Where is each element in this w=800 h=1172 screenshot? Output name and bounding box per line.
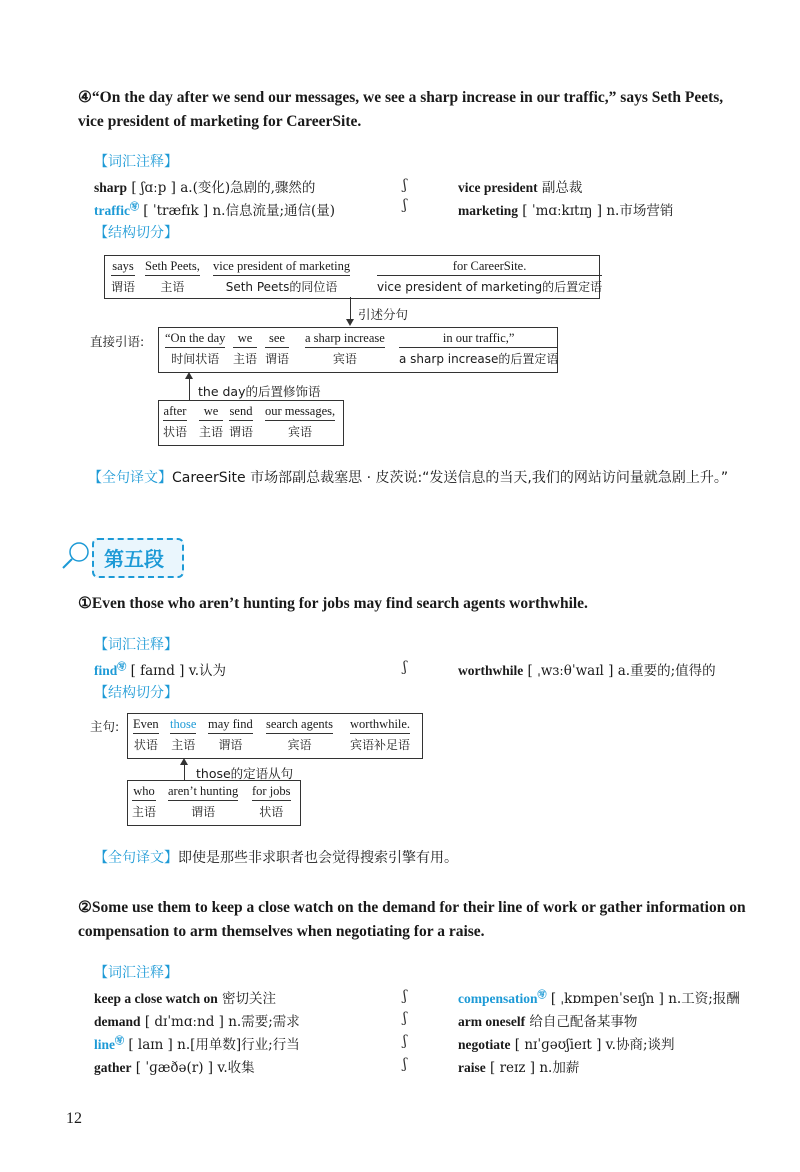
vocab-item: raise [ reɪz ] n.加薪 (458, 1060, 580, 1076)
structure-box-clause (127, 780, 301, 826)
structure-tag: 【结构切分】 (94, 685, 178, 701)
structure-cell: Even 状语 (133, 717, 159, 752)
sentence-text: “On the day after we send our messages, we see a sharp increase in our traffic,” says Seth Peets, vice president of marketing for CareerSite. (78, 89, 724, 130)
vocab-item: arm oneself 给自己配备某事物 (458, 1014, 638, 1030)
arrow-label: 引述分句 (358, 307, 409, 322)
structure-tag: 【结构切分】 (94, 225, 178, 241)
section-title: 第五段 (104, 547, 164, 571)
translation: 【全句译文】CareerSite 市场部副总裁塞思 · 皮茨说:“发送信息的当天,我们的网站访问量就急剧上升。” (88, 470, 729, 486)
structure-cell: after 状语 (163, 404, 188, 439)
divider-icon: ʃ (403, 1056, 407, 1072)
magnifier-icon (60, 540, 92, 570)
divider-icon: ʃ (403, 659, 407, 675)
structure-cell: may find 谓语 (208, 717, 253, 752)
arrow-label: the day的后置修饰语 (198, 384, 321, 399)
direct-quote-label: 直接引语: (90, 334, 145, 349)
vocab-item: marketing [ ˈmɑːkɪtɪŋ ] n.市场营销 (458, 203, 674, 219)
translation: 【全句译文】即使是那些非求职者也会觉得搜索引擎有用。 (94, 850, 458, 866)
sentence-number: ① (78, 595, 92, 612)
structure-cell: aren’t hunting 谓语 (168, 784, 239, 819)
structure-cell: our messages, 宾语 (265, 404, 336, 439)
structure-box-modifier (158, 400, 344, 446)
page-number: 12 (66, 1110, 82, 1127)
structure-cell: we 主语 (199, 404, 224, 439)
divider-icon: ʃ (403, 177, 407, 193)
structure-box-main (127, 713, 423, 759)
vocab-item: traffic㊢ [ ˈtræfɪk ] n.信息流量;通信(量) (94, 201, 336, 219)
arrow-label: those的定语从句 (196, 766, 294, 781)
vocab-item: sharp [ ʃɑːp ] a.(变化)急剧的,骤然的 (94, 180, 316, 196)
vocab-tag: 【词汇注释】 (94, 154, 178, 170)
sentence-4 (78, 86, 748, 134)
structure-cell: those 主语 (170, 717, 197, 752)
vocab-item: worthwhile [ ˌwɜːθˈwaɪl ] a.重要的;值得的 (458, 663, 716, 679)
vocab-item: vice president 副总裁 (458, 180, 583, 196)
structure-cell: for CareerSite. vice president of marketing的后置定语 (377, 259, 603, 294)
structure-cell: in our traffic,” a sharp increase的后置定语 (399, 331, 559, 366)
sentence-number: ② (78, 899, 92, 916)
vocab-item: find㊢ [ faɪnd ] v.认为 (94, 661, 227, 679)
sentence-number: ④ (78, 89, 92, 106)
vocab-item: demand [ dɪˈmɑːnd ] n.需要;需求 (94, 1014, 300, 1030)
vocab-item: keep a close watch on 密切关注 (94, 991, 277, 1007)
vocab-item: compensation㊢ [ ˌkɒmpenˈseɪʃn ] n.工资;报酬 (458, 989, 740, 1007)
vocab-tag: 【词汇注释】 (94, 965, 178, 981)
sentence-text: Even those who aren’t hunting for jobs may find search agents worthwhile. (91, 595, 588, 612)
vocab-item: gather [ ˈɡæðə(r) ] v.收集 (94, 1060, 255, 1076)
structure-box-quote (158, 327, 558, 373)
main-clause-label: 主句: (90, 719, 120, 734)
divider-icon: ʃ (403, 1010, 407, 1026)
structure-box-main (104, 255, 603, 299)
structure-cell: send 谓语 (229, 404, 254, 439)
structure-cell: for jobs 状语 (252, 784, 291, 819)
divider-icon: ʃ (403, 988, 407, 1004)
structure-cell: a sharp increase 宾语 (305, 331, 385, 366)
structure-cell: says 谓语 (111, 259, 136, 294)
vocab-item: negotiate [ nɪˈɡəʊʃieɪt ] v.协商;谈判 (458, 1037, 675, 1053)
structure-cell: we 主语 (233, 331, 258, 366)
structure-cell: “On the day 时间状语 (165, 331, 226, 366)
structure-cell: search agents 宾语 (266, 717, 333, 752)
structure-cell: vice president of marketing Seth Peets的同位语 (213, 259, 351, 294)
sentence-5-1 (78, 592, 748, 616)
sentence-text: Some use them to keep a close watch on the demand for their line of work or gather information on compensation to arm themselves when negotiating for a raise. (78, 899, 746, 940)
structure-cell: see 谓语 (265, 331, 290, 366)
structure-cell: worthwhile. 宾语补足语 (350, 717, 411, 752)
structure-cell: who 主语 (132, 784, 157, 819)
divider-icon: ʃ (403, 1033, 407, 1049)
vocab-tag: 【词汇注释】 (94, 637, 178, 653)
divider-icon: ʃ (403, 197, 407, 213)
vocab-item: line㊢ [ laɪn ] n.[用单数]行业;行当 (94, 1035, 300, 1053)
structure-cell: Seth Peets, 主语 (145, 259, 200, 294)
sentence-5-2 (78, 896, 748, 944)
